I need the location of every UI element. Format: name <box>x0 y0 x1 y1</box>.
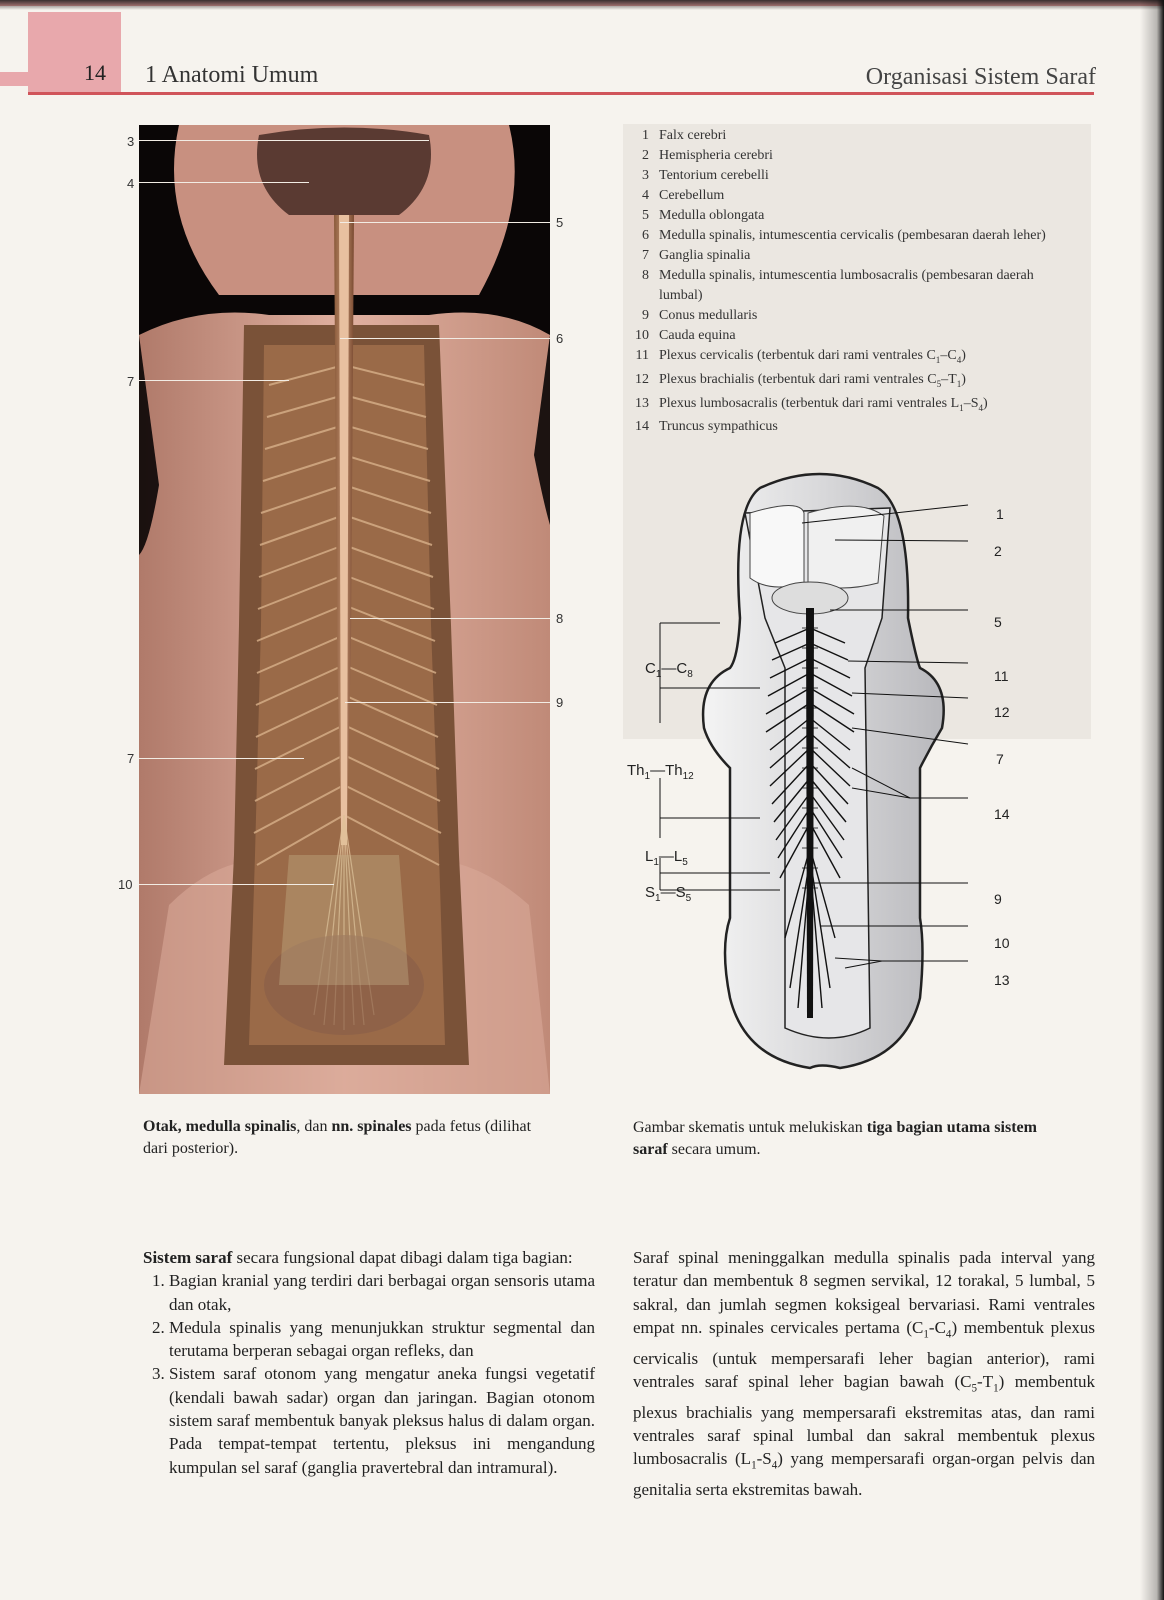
schematic-label-1: 1 <box>996 506 1004 522</box>
body-text-left <box>143 1246 595 1479</box>
photo-leader-8 <box>350 618 550 619</box>
caption-photo: Otak, medulla spinalis, dan nn. spinales pada fetus (dilihat dari posterior). <box>143 1118 532 1157</box>
photo-leader-10 <box>139 884 334 885</box>
schematic-label-10: 10 <box>994 935 1010 951</box>
body-list <box>143 1269 595 1479</box>
legend-item: 1 Falx cerebri <box>642 128 727 143</box>
legend-item: 14 Truncus sympathicus <box>635 419 778 435</box>
body-text-right <box>633 1246 1095 1501</box>
schematic-label-14: 14 <box>994 806 1010 822</box>
left-edge-tab <box>0 72 28 86</box>
legend-item: 12 Plexus brachialis (terbentuk dari rami ventrales $C_5-T_1$) <box>635 371 966 389</box>
schematic-label-5: 5 <box>994 614 1002 630</box>
photo-label-3: 3 <box>127 134 135 149</box>
photo-label-6: 6 <box>556 331 564 346</box>
legend-item: 9 Conus medullaris <box>642 308 758 323</box>
list-item: 1. Bagian kranial yang terdiri dari berbagai organ sensoris utama dan otak, <box>169 1269 595 1316</box>
legend-item: 13 Plexus lumbosacralis (terbentuk dari rami ventrales $L_1-S_4$) <box>635 395 988 413</box>
list-item: 3. Sistem saraf otonom yang mengatur aneka fungsi vegetatif (kendali bawah sadar) organ dan jaringan. Bagian otonom sistem saraf membentuk banyak pleksus halus di dalam organ. Pada tempat-tempat tertentu, pleksus ini mengandung kumpulan sel saraf (ganglia pravertebral dan intramural). <box>169 1362 595 1478</box>
photo-label-5: 5 <box>556 215 564 230</box>
photo-label-9: 9 <box>556 695 564 710</box>
page-top-shadow <box>0 0 1164 10</box>
fetus-dissection-photo <box>139 125 550 1094</box>
page-number: 14 <box>84 60 106 85</box>
legend-item: 11 Plexus cervicalis (terbentuk dari rami ventrales $C_1-C_4$) <box>635 348 966 365</box>
legend-item: 6 Medulla spinalis, intumescentia cervicalis (pembesaran daerah leher) <box>642 228 1046 243</box>
legend-item: 4 Cerebellum <box>642 188 725 203</box>
caption-schematic: Gambar skematis untuk melukiskan tiga bagian utama sistem saraf secara umum. <box>633 1119 1037 1158</box>
legend-item: 2 Hemispheria cerebri <box>642 148 773 163</box>
body-paragraph: Saraf spinal meninggalkan medulla spinalis pada interval yang teratur dan membentuk 8 segmen servikal, 12 torakal, 5 lumbal, 5 sakral, dan jumlah segmen koksigeal bervariasi. Rami ventrales empat nn. spinales cervicales pertama $(C_1-C_4)$ membentuk plexus cervicalis (untuk mempersarafi leher bagian anterior), rami ventrales saraf spinal leher bagian bawah $(C_5-T_1)$ membentuk plexus brachialis yang mempersarafi ekstremitas atas, dan rami ventrales saraf spinal lumbal dan sakral membentuk plexus lumbosacralis $(L_1-S_4)$ yang mempersarafi organ-organ pelvis dan genitalia serta ekstremitas bawah. <box>633 1248 1096 1499</box>
photo-label-4: 4 <box>127 176 135 191</box>
page-right-shadow <box>1140 0 1164 1600</box>
segment-label-sacral: $S_1—S_5$ <box>645 884 692 904</box>
photo-leader-7b <box>139 758 304 759</box>
legend-item: 10 Cauda equina <box>635 328 736 343</box>
legend-list <box>623 126 1075 437</box>
photo-leader-4 <box>139 182 309 183</box>
photo-label-7a: 7 <box>127 374 135 389</box>
nervous-system-schematic <box>620 468 1040 1098</box>
page-number-tab <box>28 12 121 92</box>
legend-item: 7 Ganglia spinalia <box>642 248 751 263</box>
header-rule <box>28 92 1094 95</box>
photo-leader-6 <box>340 338 550 339</box>
chapter-title: 1 Anatomi Umum <box>145 62 319 88</box>
schematic-label-13: 13 <box>994 972 1010 988</box>
fetus-dissection-illustration <box>139 125 550 1094</box>
list-item: 2. Medula spinalis yang menunjukkan struktur segmental dan terutama berperan sebagai organ refleks, dan <box>169 1316 595 1363</box>
segment-label-thoracic: $Th_1—Th_{12}$ <box>627 762 694 782</box>
segment-label-lumbar: $L_1—L_5$ <box>645 848 688 868</box>
photo-label-8: 8 <box>556 611 564 626</box>
photo-leader-9 <box>345 702 550 703</box>
photo-leader-7a <box>139 380 289 381</box>
photo-label-7b: 7 <box>127 751 135 766</box>
legend-item: 8 Medulla spinalis, intumescentia lumbosacralis (pembesaran daerah lumbal) <box>642 268 1034 303</box>
body-intro: Sistem saraf secara fungsional dapat dibagi dalam tiga bagian: <box>143 1248 573 1267</box>
photo-leader-5 <box>340 222 550 223</box>
schematic-label-11: 11 <box>994 668 1009 684</box>
photo-label-10: 10 <box>118 877 133 892</box>
schematic-label-9: 9 <box>994 891 1002 907</box>
segment-label-cervical: $C_1—C_8$ <box>645 660 693 680</box>
legend-item: 5 Medulla oblongata <box>642 208 765 223</box>
schematic-label-2: 2 <box>994 543 1002 559</box>
section-title: Organisasi Sistem Saraf <box>865 64 1096 90</box>
schematic-label-12: 12 <box>994 704 1010 720</box>
schematic-label-7: 7 <box>996 751 1004 767</box>
photo-leader-3 <box>139 140 429 141</box>
legend-item: 3 Tentorium cerebelli <box>642 168 769 183</box>
